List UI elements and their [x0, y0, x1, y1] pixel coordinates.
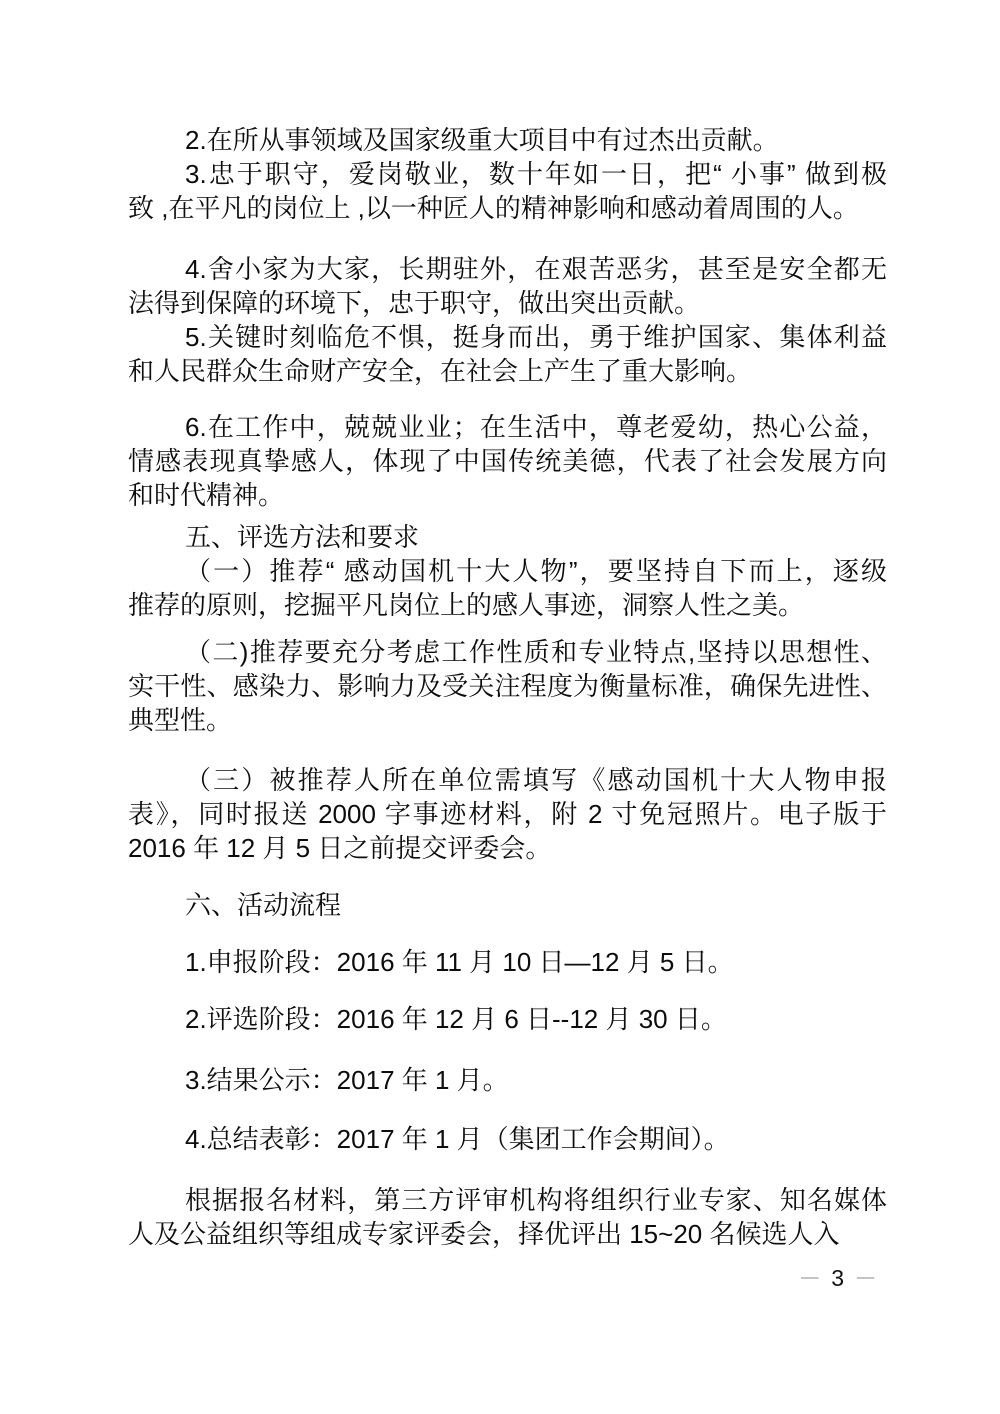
- section-heading-text: 五、评选方法和要求: [185, 522, 420, 552]
- text-line: 2.评选阶段：2016 年 12 月 6 日--12 月 30 日。: [185, 1004, 727, 1034]
- schedule-item-4: [128, 1122, 887, 1156]
- text-line: 推荐的原则，挖掘平凡岗位上的感人事迹，洞察人性之美。: [128, 590, 805, 620]
- text-line: 6.在工作中，兢兢业业；在生活中，尊老爱幼，热心公益，: [185, 412, 887, 442]
- text-line: 4.舍小家为大家，长期驻外，在艰苦恶劣，甚至是安全都无: [185, 254, 887, 284]
- text-line: 和时代精神。: [128, 480, 285, 510]
- text-line: 2.在所从事领域及国家级重大项目中有过杰出贡献。: [185, 125, 779, 155]
- text-line: 3.忠于职守，爱岗敬业，数十年如一日，把“ 小事” 做到极: [185, 159, 887, 189]
- text-line: 致 ,在平凡的岗位上 ,以一种匠人的精神影响和感动着周围的人。: [128, 193, 859, 223]
- section-heading-text: 六、活动流程: [185, 890, 342, 920]
- text-line: 3.结果公示：2017 年 1 月。: [185, 1065, 509, 1095]
- schedule-item-3: [128, 1063, 887, 1097]
- page-footer: [128, 1265, 887, 1291]
- paragraph-criterion-2: [128, 123, 887, 157]
- paragraph-method-3: [128, 763, 887, 865]
- text-line: （三）被推荐人所在单位需填写《感动国机十大人物申报: [185, 765, 887, 795]
- text-line: 和人民群众生命财产安全，在社会上产生了重大影响。: [128, 356, 753, 386]
- schedule-item-1: [128, 945, 887, 979]
- paragraph-method-2: [128, 635, 887, 737]
- page-number-dash-left: －: [798, 1265, 822, 1291]
- text-line: 5.关键时刻临危不惧，挺身而出，勇于维护国家、集体利益: [185, 322, 887, 352]
- paragraph-criterion-5: [128, 320, 887, 388]
- paragraph-criterion-4: [128, 252, 887, 320]
- paragraph-method-1: [128, 554, 887, 622]
- text-line: 4.总结表彰：2017 年 1 月（集团工作会期间）。: [185, 1124, 730, 1154]
- text-line: 1.申报阶段：2016 年 11 月 10 日—12 月 5 日。: [185, 947, 734, 977]
- text-line: （二)推荐要充分考虑工作性质和专业特点,坚持以思想性、: [185, 637, 887, 667]
- text-line: 表》，同时报送 2000 字事迹材料，附 2 寸免冠照片。电子版于: [128, 799, 887, 829]
- paragraph-criterion-3: [128, 157, 887, 225]
- text-line: 情感表现真挚感人，体现了中国传统美德，代表了社会发展方向: [128, 446, 887, 476]
- heading-section-5: [128, 520, 887, 554]
- text-line: 典型性。: [128, 705, 233, 735]
- paragraph-criterion-6: [128, 410, 887, 512]
- schedule-item-2: [128, 1002, 887, 1036]
- heading-section-6: [128, 888, 887, 922]
- page-number: 3: [831, 1265, 844, 1291]
- text-line: （一）推荐“ 感动国机十大人物”，要坚持自下而上，逐级: [185, 556, 887, 586]
- text-line: 法得到保障的环境下，忠于职守，做出突出贡献。: [128, 288, 701, 318]
- paragraph-jury: [128, 1183, 887, 1251]
- page-number-dash-right: －: [854, 1265, 877, 1291]
- text-line: 人及公益组织等组成专家评委会，择优评出 15~20 名候选人入: [128, 1219, 840, 1249]
- text-line: 2016 年 12 月 5 日之前提交评委会。: [128, 833, 552, 863]
- text-line: 实干性、感染力、影响力及受关注程度为衡量标准，确保先进性、: [128, 671, 887, 701]
- text-line: 根据报名材料，第三方评审机构将组织行业专家、知名媒体: [185, 1185, 887, 1215]
